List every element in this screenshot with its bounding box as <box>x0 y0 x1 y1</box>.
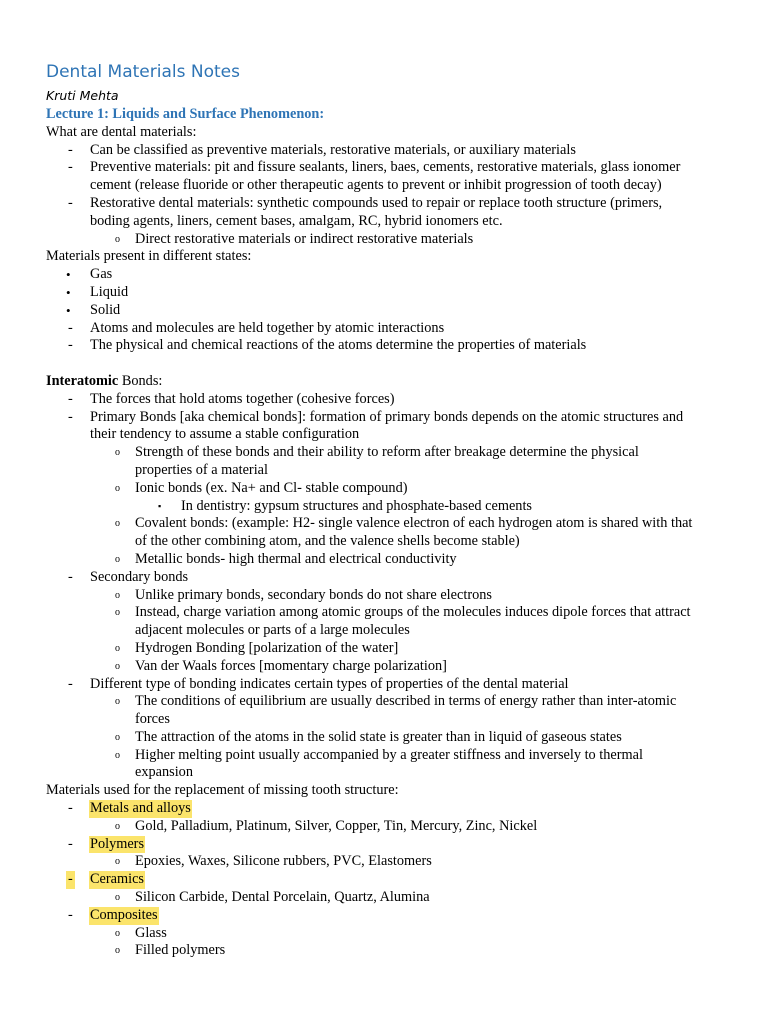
list-item-text: The conditions of equilibrium are usually described in terms of energy rather than inter-atomic <box>135 693 677 710</box>
section-intro: Materials present in different states: <box>46 248 252 265</box>
lecture-heading: Lecture 1: Liquids and Surface Phenomenon: <box>46 106 325 122</box>
dash-marker: - <box>68 800 73 817</box>
list-item-text: Atoms and molecules are held together by atomic interactions <box>90 319 445 336</box>
section-intro: Materials used for the replacement of missing tooth structure: <box>46 782 399 799</box>
list-item <box>0 569 768 587</box>
circle-marker: o <box>115 731 120 743</box>
list-item-text: The physical and chemical reactions of the atoms determine the properties of materials <box>90 337 587 354</box>
list-item-text: Strength of these bonds and their ability to reform after breakage determine the physical <box>135 444 639 461</box>
list-item-text: adjacent molecules or parts of a large molecules <box>135 622 410 639</box>
sub-list-item-continued <box>0 622 768 640</box>
section-intro: What are dental materials: <box>46 123 197 140</box>
sub-list-item <box>0 604 768 622</box>
list-item-text: Covalent bonds: (example: H2- single valence electron of each hydrogen atom is shared with that <box>135 515 693 532</box>
list-item <box>0 391 768 409</box>
sub-list-item-continued <box>0 764 768 782</box>
blank-line <box>0 355 768 373</box>
circle-marker: o <box>115 927 120 939</box>
sub-list-item <box>0 480 768 498</box>
list-item <box>0 800 768 818</box>
circle-marker: o <box>115 945 120 957</box>
dash-marker: - <box>68 835 73 852</box>
dash-marker: - <box>68 337 73 354</box>
sub-list-item <box>0 515 768 533</box>
sub-list-item-continued <box>0 462 768 480</box>
highlighted-category: Composites <box>90 906 158 923</box>
sub-list-item-continued <box>0 711 768 729</box>
circle-marker: o <box>115 856 120 868</box>
circle-marker: o <box>115 482 120 494</box>
list-item-text: Unlike primary bonds, secondary bonds do not share electrons <box>135 586 492 603</box>
sub-list-item <box>0 889 768 907</box>
dash-marker: - <box>68 141 73 158</box>
sub-list-item <box>0 747 768 765</box>
list-item-text: The attraction of the atoms in the solid state is greater than in liquid of gaseous states <box>135 728 622 745</box>
list-item-text: Preventive materials: pit and fissure sealants, liners, baes, cements, restorative materials, glass ionomer <box>90 159 681 176</box>
bullet-text: Gas <box>90 266 113 283</box>
sub-sub-list-item <box>0 498 768 516</box>
sub-list-item <box>0 444 768 462</box>
circle-marker: o <box>115 696 120 708</box>
list-item <box>0 836 768 854</box>
list-item <box>0 142 768 160</box>
sub-list-item <box>0 818 768 836</box>
circle-marker: o <box>115 820 120 832</box>
bullet-marker: • <box>66 284 71 300</box>
list-item-text: properties of a material <box>135 461 268 478</box>
list-item-text: Instead, charge variation among atomic groups of the molecules induces dipole forces that attract <box>135 604 691 621</box>
highlighted-category: Ceramics <box>90 871 144 888</box>
sub-list-item <box>0 942 768 960</box>
circle-marker: o <box>115 233 120 245</box>
sub-list-item <box>0 925 768 943</box>
bullet-item <box>0 302 768 320</box>
bullet-text: Liquid <box>90 283 129 300</box>
list-item-text: their tendency to assume a stable configuration <box>90 426 360 443</box>
dash-marker: - <box>68 906 73 923</box>
list-item-text: Restorative dental materials: synthetic compounds used to repair or replace tooth structure (primers, <box>90 194 663 211</box>
circle-marker: o <box>115 447 120 459</box>
list-item-text: Can be classified as preventive materials, restorative materials, or auxiliary materials <box>90 141 576 158</box>
section-heading <box>0 373 768 391</box>
list-item-continued <box>0 177 768 195</box>
sub-list-item <box>0 658 768 676</box>
circle-marker: o <box>115 642 120 654</box>
document-author: Kruti Mehta <box>46 88 119 103</box>
list-item-text: Primary Bonds [aka chemical bonds]: formation of primary bonds depends on the atomic structures and <box>90 408 684 425</box>
bullet-item <box>0 284 768 302</box>
dash-marker: - <box>68 194 73 211</box>
sub-list-item <box>0 729 768 747</box>
list-item-continued <box>0 213 768 231</box>
list-item-text: Gold, Palladium, Platinum, Silver, Copper, Tin, Mercury, Zinc, Nickel <box>135 817 538 834</box>
circle-marker: o <box>115 892 120 904</box>
circle-marker: o <box>115 553 120 565</box>
list-item-text: In dentistry: gypsum structures and phosphate-based cements <box>181 497 532 514</box>
bullet-item <box>0 266 768 284</box>
bullet-marker: • <box>66 267 71 283</box>
list-item-text: Different type of bonding indicates certain types of properties of the dental material <box>90 675 569 692</box>
list-item-text: Metallic bonds- high thermal and electrical conductivity <box>135 550 457 567</box>
list-item-text: forces <box>135 711 170 728</box>
list-item-text: Silicon Carbide, Dental Porcelain, Quartz, Alumina <box>135 889 430 906</box>
dash-marker: - <box>68 871 73 888</box>
square-marker: ▪ <box>158 500 162 511</box>
sub-list-item <box>0 231 768 249</box>
list-item-text: of the other combining atom, and the valence shells become stable) <box>135 533 520 550</box>
list-item-text: cement (release fluoride or other therapeutic agents to prevent or inhibit progression of tooth decay) <box>90 177 662 194</box>
sub-list-item-continued <box>0 533 768 551</box>
list-item <box>0 159 768 177</box>
sub-list-item <box>0 853 768 871</box>
document-body <box>0 106 768 960</box>
sub-list-item <box>0 640 768 658</box>
circle-marker: o <box>115 749 120 761</box>
list-item-text: Direct restorative materials or indirect restorative materials <box>135 230 474 247</box>
dash-marker: - <box>68 568 73 585</box>
circle-marker: o <box>115 607 120 619</box>
list-item-text: Van der Waals forces [momentary charge polarization] <box>135 657 447 674</box>
dash-marker: - <box>68 408 73 425</box>
heading-bold: Interatomic <box>46 372 119 389</box>
list-item-text: Ionic bonds (ex. Na+ and Cl- stable compound) <box>135 479 408 496</box>
circle-marker: o <box>115 589 120 601</box>
list-item-text: boding agents, liners, cement bases, amalgam, RC, hybrid ionomers etc. <box>90 212 503 229</box>
list-item <box>0 195 768 213</box>
sub-list-item <box>0 693 768 711</box>
list-item <box>0 907 768 925</box>
highlighted-category: Polymers <box>90 835 145 852</box>
list-item-text: Secondary bonds <box>90 568 189 585</box>
list-item-text: expansion <box>135 764 193 781</box>
section-heading-text <box>46 373 162 391</box>
bullet-text: Solid <box>90 301 121 318</box>
circle-marker: o <box>115 660 120 672</box>
list-item-text: Hydrogen Bonding [polarization of the water] <box>135 639 399 656</box>
lecture-heading-line <box>0 106 768 124</box>
list-item <box>0 676 768 694</box>
list-item-text: Filled polymers <box>135 942 226 959</box>
dash-marker: - <box>68 319 73 336</box>
bullet-marker: • <box>66 302 71 318</box>
highlighted-category: Metals and alloys <box>90 800 191 817</box>
paragraph <box>0 124 768 142</box>
dash-marker: - <box>68 390 73 407</box>
list-item <box>0 337 768 355</box>
paragraph <box>0 782 768 800</box>
list-item-text: Glass <box>135 924 167 941</box>
list-item-continued <box>0 426 768 444</box>
list-item-text: Higher melting point usually accompanied by a greater stiffness and inversely to thermal <box>135 746 643 763</box>
heading-rest: Bonds: <box>118 372 163 389</box>
document-title: Dental Materials Notes <box>46 62 240 82</box>
list-item <box>0 320 768 338</box>
list-item <box>0 871 768 889</box>
sub-list-item <box>0 551 768 569</box>
circle-marker: o <box>115 518 120 530</box>
list-item-text: Epoxies, Waxes, Silicone rubbers, PVC, Elastomers <box>135 853 432 870</box>
paragraph <box>0 248 768 266</box>
list-item-text: The forces that hold atoms together (cohesive forces) <box>90 390 395 407</box>
dash-marker: - <box>68 159 73 176</box>
sub-list-item <box>0 587 768 605</box>
dash-marker: - <box>68 675 73 692</box>
list-item <box>0 409 768 427</box>
